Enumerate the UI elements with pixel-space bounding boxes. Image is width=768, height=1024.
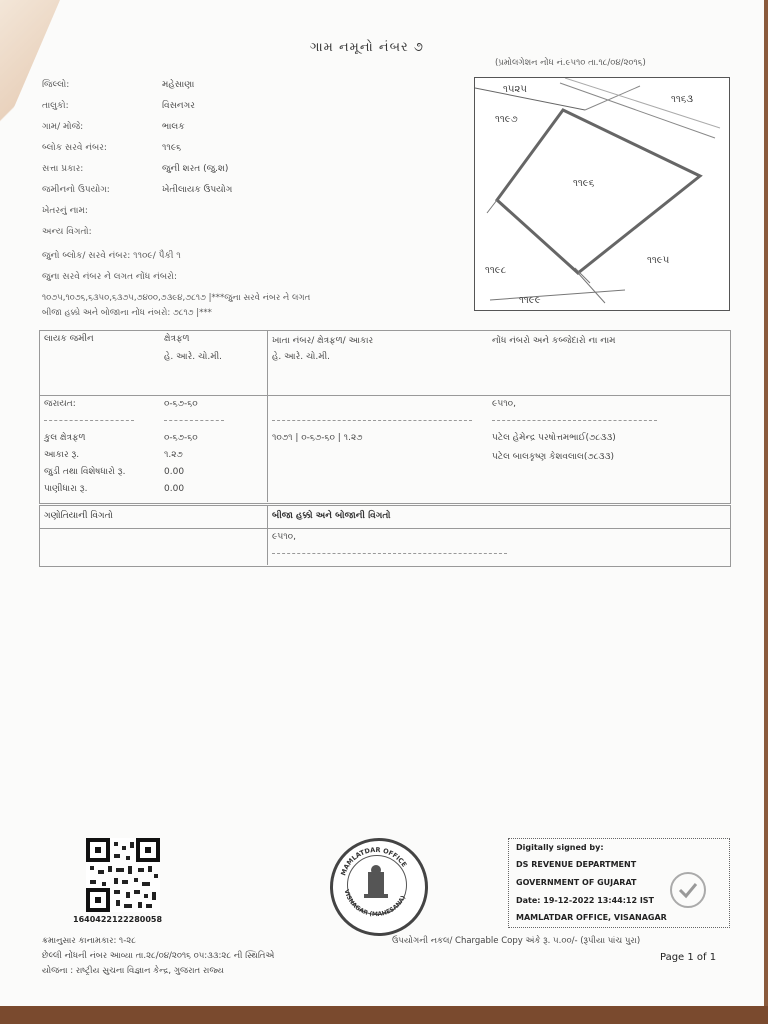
- field-value-district: મહેસાણા: [162, 80, 195, 90]
- map-label-1198: ૧૧૯૮: [485, 265, 507, 276]
- summary-value-water: 0.00: [164, 484, 185, 494]
- col-header-owners: નોંધ નંબરો અને કબ્જેદારો ના નામ: [492, 336, 616, 346]
- field-value-village: ભાલક: [162, 122, 185, 132]
- emblem-icon: [330, 838, 422, 930]
- summary-label-akar: આકાર રૂ.: [44, 450, 80, 460]
- map-label-1196: ૧૧૯૬: [573, 178, 595, 189]
- qr-code-number: 1640422122280058: [73, 915, 163, 924]
- footer-line: યોજના : રાષ્ટ્રીય સુચના વિજ્ઞાન કેન્દ્ર, ગુજરાત રાજ્ય: [42, 966, 225, 976]
- chargeable-copy-note: ઉપયોગની નકલ/ Chargable Copy અંકે રૂ. ૫.૦૦/- (રૂપીયા પાંચ પુરા): [392, 936, 641, 946]
- office-seal: [330, 838, 428, 936]
- khata-details: ૧૦૭૧ | ૦-૬૭-૬૦ | ૧.૨૭: [272, 433, 363, 443]
- qr-code: [86, 838, 160, 912]
- dash-line: [164, 420, 224, 421]
- dash-line: [272, 553, 507, 554]
- field-label-farmname: ખેતરનું નામ:: [42, 206, 88, 216]
- note-number: ૯૫૧૦,: [492, 399, 516, 409]
- seal-text-bottom: VISNAGAR (MAHESANA): [342, 888, 408, 919]
- field-label-tenure: સત્તા પ્રકાર:: [42, 164, 84, 174]
- page-number: Page 1 of 1: [660, 952, 717, 963]
- field-value-survey: ૧૧૯૬: [162, 143, 182, 153]
- signature-line: Digitally signed by:: [516, 843, 604, 852]
- col-header-khata: ખાતા નંબર/ ક્ષેત્રફળ/ આકાર: [272, 336, 374, 346]
- land-table: [39, 330, 731, 504]
- jarayat-label: જરાયત:: [44, 399, 76, 409]
- map-boundary: [578, 273, 605, 303]
- map-plot-outline: [497, 110, 700, 273]
- col-unit-khata: હે. આરે. ચો.મી.: [272, 352, 331, 362]
- field-label-other: અન્ય વિગતો:: [42, 227, 92, 237]
- field-value-taluka: વિસનગર: [162, 101, 195, 111]
- tenant-details-header: ગણોતિયાની વિગતો: [44, 511, 113, 521]
- owner-name: પટેલ બાલકૃષ્ણ કેશવલાલ(૭૮૩૩): [492, 452, 615, 462]
- field-label-survey: બ્લોક સરવે નંબર:: [42, 143, 107, 153]
- map-boundary: [475, 88, 585, 110]
- jarayat-value: ૦-૬૭-૬૦: [164, 399, 198, 409]
- signature-line: GOVERNMENT OF GUJARAT: [516, 878, 637, 887]
- field-label-district: જિલ્લો:: [42, 80, 70, 90]
- owner-name: પટેલ હેમેન્દ્ર પરષોત્તમભાઈ(૭૮૩૩): [492, 433, 616, 443]
- dash-line: [272, 420, 472, 421]
- dash-line: [44, 420, 134, 421]
- seal-text-top: MAMLATDAR OFFICE: [339, 845, 409, 877]
- rights-details-value: ૯૫૧૦,: [272, 532, 296, 542]
- field-label-village: ગામ/ મોજે:: [42, 122, 84, 132]
- field-label-taluka: તાલુકો:: [42, 101, 69, 111]
- survey-map-drawing: [475, 78, 729, 310]
- map-label-1197: ૧૧૯૭: [495, 114, 518, 125]
- footer-line: ક્રમાનુસાર કાનામકાર: ૧-૨૮: [42, 936, 136, 946]
- table-surface: [0, 1006, 768, 1024]
- col-header-land: લાયક જમીન: [44, 334, 94, 344]
- table-divider: [39, 528, 730, 529]
- rights-note-numbers: બીજા હક્કો અને બોજાના નોંધ નંબરો: ૭૮૧૭ |***: [42, 308, 212, 318]
- field-value-tenure: જુની શરત (જુ.શ): [162, 164, 229, 174]
- old-survey-notes: ૧૦૭૫,૧૦૭૬,૬૩૫૦,૬૩૭૫,૭૪૦૦,૭૩૯૪,૭૮૧૭ |***જુના સરવે નંબર ને લગત: [42, 293, 311, 303]
- summary-value-akar: ૧.૨૭: [164, 450, 183, 460]
- table-divider: [39, 395, 730, 396]
- summary-value-total: ૦-૬૭-૬૦: [164, 433, 198, 443]
- old-survey-number: જુનો બ્લોક/ સરવે નંબર: ૧૧૦૯/ પૈકી ૧: [42, 251, 181, 261]
- map-label-1195: ૧૧૯૫: [647, 255, 670, 266]
- survey-map: [474, 77, 730, 311]
- field-value-landuse: ખેતીલાયક ઉપયોગ: [162, 185, 233, 195]
- summary-value-judi: 0.00: [164, 467, 185, 477]
- col-unit-area: હે. આરે. ચો.મી.: [164, 352, 223, 362]
- map-label-1199: ૧૧૯૯: [519, 295, 541, 306]
- rights-details-header: બીજા હક્કો અને બોજાની વિગતો: [272, 511, 391, 521]
- summary-label-judi: જુડી તથા વિશેષધારો રૂ.: [44, 467, 126, 477]
- table-divider: [267, 330, 268, 502]
- table-divider: [267, 505, 268, 565]
- summary-label-water: પાણીધારા રૂ.: [44, 484, 88, 494]
- dash-line: [492, 420, 657, 421]
- reference-note: (પ્રમોલગેશન નોંધ નં.૯૫૧૦ તા.૧૮/૦૪/૨૦૧૬): [495, 58, 646, 68]
- map-boundary: [487, 200, 497, 213]
- footer-line: છેલ્લી નોંધની નંબર આવ્યા તા.૨૮/૦૪/૨૦૧૬ ૦૫:૩૩:૨૮ ની સ્થિતિએ: [42, 951, 275, 961]
- signature-line: MAMLATDAR OFFICE, VISANAGAR: [516, 913, 667, 922]
- qr-code-icon: [86, 838, 160, 912]
- verified-check-icon: [670, 872, 706, 908]
- map-boundary: [490, 290, 625, 300]
- signature-line: DS REVENUE DEPARTMENT: [516, 860, 637, 869]
- signature-line: Date: 19-12-2022 13:44:12 IST: [516, 896, 655, 905]
- old-survey-notes-label: જુના સરવે નંબર ને લગત નોંધ નંબરો:: [42, 272, 177, 282]
- map-label-1163: ૧૧૬૩: [671, 94, 694, 105]
- map-label-1525: ૧૫૨૫: [503, 84, 527, 95]
- field-label-landuse: જમીનનો ઉપયોગ:: [42, 185, 110, 195]
- map-road: [560, 83, 715, 138]
- col-header-area: ક્ષેત્રફળ: [164, 334, 190, 344]
- summary-label-total: કુલ ક્ષેત્રફળ: [44, 433, 86, 443]
- page-title: ગામ નમૂનો નંબર ૭: [310, 40, 424, 55]
- map-boundary: [585, 86, 640, 110]
